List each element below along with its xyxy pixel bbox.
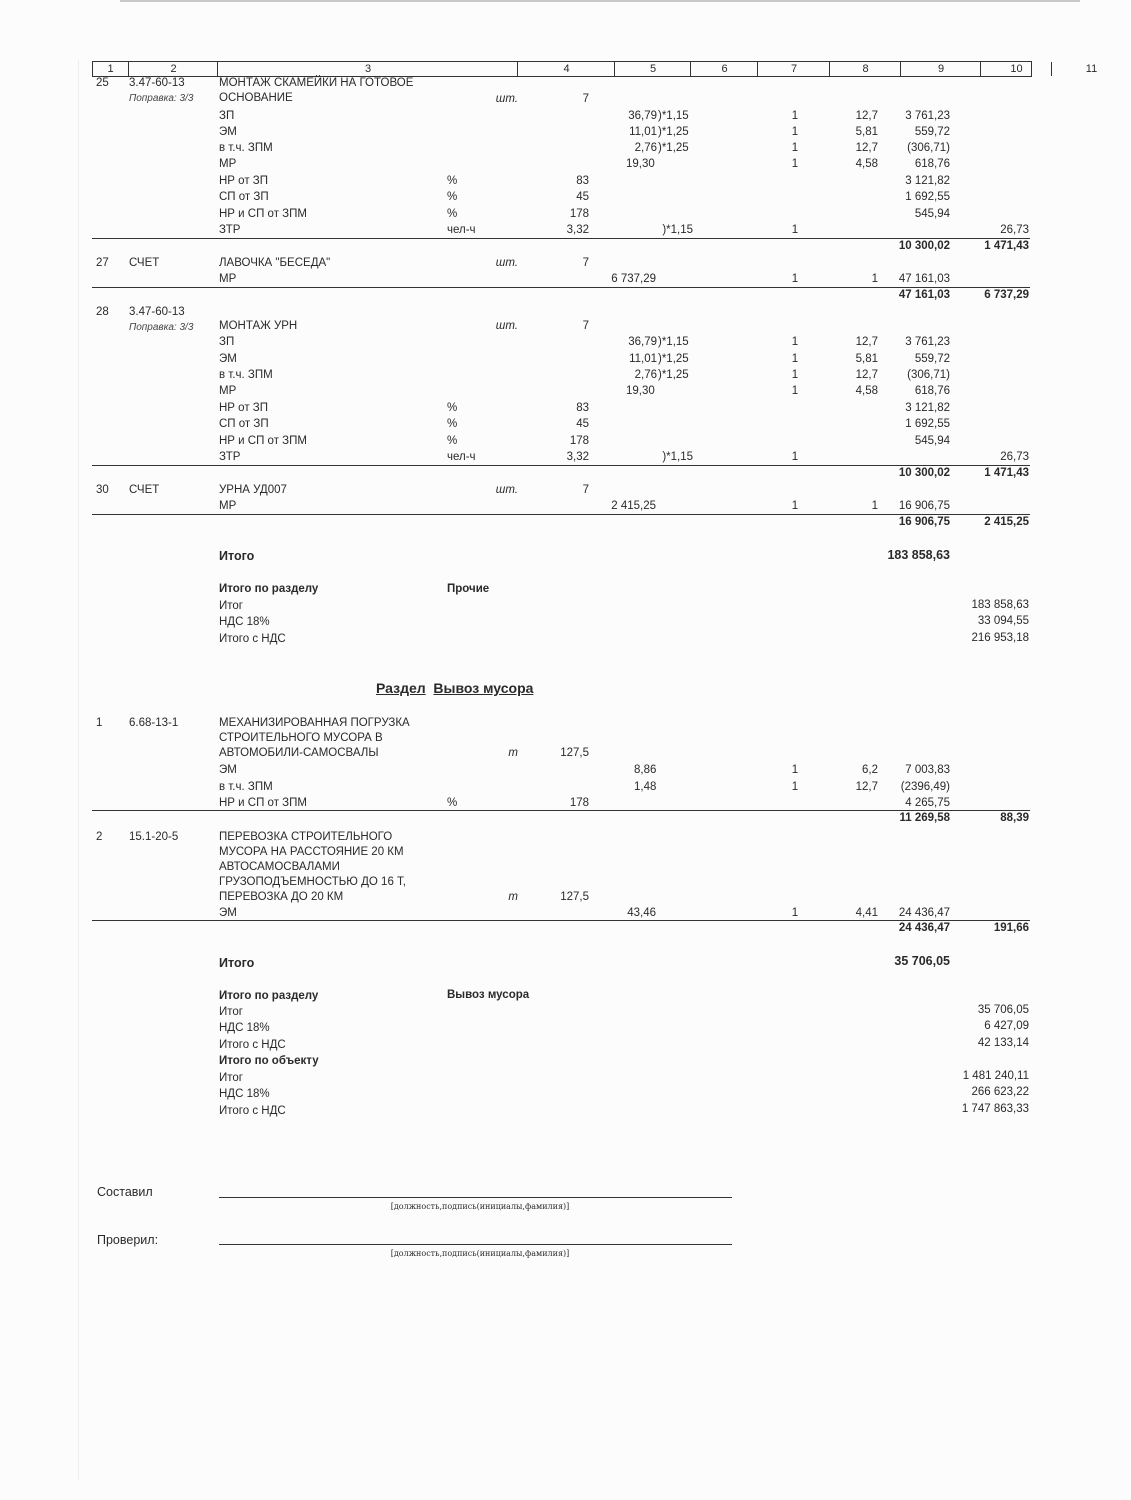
line-unit: % bbox=[447, 191, 458, 203]
base-price: 11,01 bbox=[629, 126, 657, 138]
index: 12,7 bbox=[855, 336, 878, 348]
row-separator bbox=[92, 810, 1030, 811]
line-label: ЭМ bbox=[219, 353, 237, 365]
col8-value: 1 bbox=[791, 158, 799, 170]
row-title: МЕХАНИЗИРОВАННАЯ ПОГРУЗКА bbox=[219, 717, 410, 729]
row-total: 10 300,02 bbox=[898, 240, 950, 252]
line-label: ЗТР bbox=[219, 451, 241, 463]
summary-value: 216 953,18 bbox=[971, 632, 1029, 644]
section-total-name: Прочие bbox=[447, 583, 490, 595]
row-unit: т bbox=[508, 747, 518, 759]
col8-value: 1 bbox=[791, 273, 799, 285]
section-total-label: Итого по разделу bbox=[219, 583, 319, 595]
line-label: в т.ч. ЗПМ bbox=[219, 781, 273, 793]
base-price: 43,46 bbox=[627, 907, 656, 919]
current-price: (306,71) bbox=[907, 369, 950, 381]
col8-value: 1 bbox=[791, 142, 799, 154]
line-unit: % bbox=[447, 418, 458, 430]
labor-cost: 26,73 bbox=[1000, 451, 1029, 463]
row-title: ЛАВОЧКА "БЕСЕДА" bbox=[219, 257, 331, 269]
line-label: МР bbox=[219, 158, 237, 170]
line-unit: чел-ч bbox=[447, 224, 476, 236]
line-unit: % bbox=[447, 208, 458, 220]
line-unit: % bbox=[447, 175, 458, 187]
row-code: 3.47-60-13 bbox=[129, 306, 185, 318]
row-qty: 7 bbox=[582, 320, 589, 332]
summary-value: 266 623,22 bbox=[971, 1086, 1029, 1098]
line-label: ЭМ bbox=[219, 764, 237, 776]
current-price: 3 121,82 bbox=[905, 175, 950, 187]
summary-label: НДС 18% bbox=[219, 1022, 270, 1034]
row-title: УРНА УД007 bbox=[219, 484, 287, 496]
col8-value: 1 bbox=[791, 224, 799, 236]
line-label: в т.ч. ЗПМ bbox=[219, 142, 273, 154]
summary-value: 1 481 240,11 bbox=[962, 1070, 1029, 1082]
row-total-labor: 2 415,25 bbox=[984, 516, 1029, 528]
row-title: МОНТАЖ СКАМЕЙКИ НА ГОТОВОЕ bbox=[219, 77, 414, 89]
total-value: 35 706,05 bbox=[894, 954, 950, 968]
row-separator bbox=[92, 514, 1030, 515]
row-title-cont: ОСНОВАНИЕ bbox=[219, 92, 293, 104]
row-total: 16 906,75 bbox=[898, 516, 950, 528]
current-price: 559,72 bbox=[914, 126, 950, 138]
line-value: 178 bbox=[569, 208, 589, 220]
base-price: 36,79 bbox=[628, 110, 657, 122]
index: 5,81 bbox=[855, 126, 878, 138]
current-price: (306,71) bbox=[907, 142, 950, 154]
base-price: 19,30 bbox=[626, 385, 655, 397]
line-value: 178 bbox=[569, 797, 589, 809]
row-separator bbox=[92, 465, 1030, 466]
row-separator bbox=[92, 287, 1030, 288]
row-title-cont: СТРОИТЕЛЬНОГО МУСОРА В bbox=[219, 732, 383, 744]
row-title: МОНТАЖ УРН bbox=[219, 320, 298, 332]
current-price: 4 265,75 bbox=[905, 797, 950, 809]
row-note: Поправка: 3/3 bbox=[129, 93, 194, 104]
section-heading bbox=[376, 680, 533, 696]
row-number: 27 bbox=[96, 257, 109, 269]
base-price: 2,76 bbox=[634, 142, 657, 154]
row-total: 11 269,58 bbox=[899, 812, 950, 824]
line-unit: % bbox=[447, 797, 458, 809]
current-price: 559,72 bbox=[914, 353, 950, 365]
current-price: 545,94 bbox=[914, 435, 950, 447]
total-label: Итого bbox=[219, 549, 255, 563]
signature-hint: [должность,подпись(инициалы,фамилия)] bbox=[390, 1249, 570, 1258]
col-header-5: 5 bbox=[614, 62, 691, 76]
row-number: 28 bbox=[96, 306, 109, 318]
row-title-cont: МУСОРА НА РАССТОЯНИЕ 20 КМ bbox=[219, 846, 404, 858]
col8-value: 1 bbox=[791, 126, 799, 138]
row-code: СЧЕТ bbox=[129, 257, 160, 269]
index: 6,2 bbox=[862, 764, 878, 776]
index: 5,81 bbox=[855, 353, 878, 365]
line-label: СП от ЗП bbox=[219, 418, 269, 430]
base-price: 36,79 bbox=[628, 336, 657, 348]
index: 4,58 bbox=[855, 385, 878, 397]
section-prefix: Раздел bbox=[376, 680, 426, 696]
current-price: 3 761,23 bbox=[905, 336, 950, 348]
summary-label: Итог bbox=[219, 1072, 243, 1084]
row-title-cont: ГРУЗОПОДЪЕМНОСТЬЮ ДО 16 Т, bbox=[219, 876, 406, 888]
line-unit: % bbox=[447, 435, 458, 447]
col8-value: 1 bbox=[791, 353, 799, 365]
col8-value: 1 bbox=[791, 500, 799, 512]
summary-value: 183 858,63 bbox=[971, 599, 1029, 611]
line-value: 83 bbox=[576, 175, 589, 187]
index: 12,7 bbox=[855, 110, 878, 122]
line-label: ЭМ bbox=[219, 126, 237, 138]
row-total-labor: 88,39 bbox=[1000, 812, 1029, 824]
scan-edge bbox=[78, 60, 79, 1480]
summary-label: НДС 18% bbox=[219, 1088, 270, 1100]
current-price: 3 761,23 bbox=[905, 110, 950, 122]
coefficient: )*1,25 bbox=[658, 369, 689, 381]
col8-value: 1 bbox=[791, 336, 799, 348]
current-price: 618,76 bbox=[914, 385, 950, 397]
current-price: 24 436,47 bbox=[898, 907, 950, 919]
row-qty: 127,5 bbox=[560, 891, 589, 903]
row-note: Поправка: 3/3 bbox=[129, 322, 194, 333]
signature-hint: [должность,подпись(инициалы,фамилия)] bbox=[390, 1202, 570, 1211]
scan-border bbox=[120, 0, 1080, 2]
index: 1 bbox=[871, 273, 878, 285]
section-name: Вывоз мусора bbox=[433, 680, 534, 696]
row-title-cont: АВТОСАМОСВАЛАМИ bbox=[219, 861, 340, 873]
line-label: НР от ЗП bbox=[219, 402, 268, 414]
line-label: СП от ЗП bbox=[219, 191, 269, 203]
index: 12,7 bbox=[855, 142, 878, 154]
col-header-2: 2 bbox=[128, 62, 218, 76]
summary-label: Итого с НДС bbox=[219, 1105, 286, 1117]
row-total: 24 436,47 bbox=[898, 922, 950, 934]
col-header-9: 9 bbox=[900, 62, 981, 76]
coefficient: )*1,15 bbox=[658, 110, 689, 122]
line-label: НР и СП от ЗПМ bbox=[219, 797, 307, 809]
line-label: МР bbox=[219, 385, 237, 397]
summary-value: 33 094,55 bbox=[977, 615, 1029, 627]
col8-value: 1 bbox=[791, 781, 799, 793]
current-price: (2396,49) bbox=[900, 781, 950, 793]
line-label: НР и СП от ЗПМ bbox=[219, 435, 307, 447]
row-total-labor: 1 471,43 bbox=[984, 467, 1029, 479]
row-total-labor: 6 737,29 bbox=[984, 289, 1029, 301]
line-label: ЗП bbox=[219, 110, 235, 122]
line-label: ЗТР bbox=[219, 224, 241, 236]
row-number: 30 bbox=[96, 484, 109, 496]
line-value: 83 bbox=[576, 402, 589, 414]
row-number: 1 bbox=[96, 717, 103, 729]
labor-cost: 26,73 bbox=[1000, 224, 1029, 236]
row-separator bbox=[92, 920, 1030, 921]
row-qty: 7 bbox=[582, 484, 589, 496]
base-price: 11,01 bbox=[629, 353, 657, 365]
base-price: 2 415,25 bbox=[611, 500, 656, 512]
line-label: ЭМ bbox=[219, 907, 237, 919]
row-number: 25 bbox=[96, 77, 109, 89]
index: 4,41 bbox=[855, 907, 878, 919]
line-label: НР от ЗП bbox=[219, 175, 268, 187]
total-value: 183 858,63 bbox=[887, 548, 950, 562]
col-header-7: 7 bbox=[757, 62, 830, 76]
summary-value: 35 706,05 bbox=[977, 1004, 1029, 1016]
summary-label: Итого с НДС bbox=[219, 1039, 286, 1051]
row-unit: шт. bbox=[495, 320, 518, 332]
col-header-11: 11 bbox=[1051, 62, 1131, 76]
line-value: 45 bbox=[576, 418, 589, 430]
row-unit: т bbox=[508, 891, 518, 903]
row-separator bbox=[92, 238, 1030, 239]
current-price: 3 121,82 bbox=[905, 402, 950, 414]
row-qty: 127,5 bbox=[560, 747, 589, 759]
summary-label: Итог bbox=[219, 1006, 243, 1018]
col8-value: 1 bbox=[791, 110, 799, 122]
current-price: 618,76 bbox=[914, 158, 950, 170]
row-title: ПЕРЕВОЗКА СТРОИТЕЛЬНОГО bbox=[219, 831, 393, 843]
summary-label: Итог bbox=[219, 600, 243, 612]
coefficient: )*1,25 bbox=[658, 142, 689, 154]
row-unit: шт. bbox=[495, 93, 518, 105]
checked-by-label: Проверил: bbox=[97, 1233, 159, 1247]
line-value: 45 bbox=[576, 191, 589, 203]
coefficient: )*1,25 bbox=[658, 126, 689, 138]
section-total-label: Итого по разделу bbox=[219, 990, 319, 1002]
line-unit: чел-ч bbox=[447, 451, 476, 463]
row-total-labor: 191,66 bbox=[993, 922, 1029, 934]
summary-label: Итого с НДС bbox=[219, 633, 286, 645]
line-label: в т.ч. ЗПМ bbox=[219, 369, 273, 381]
index: 1 bbox=[871, 500, 878, 512]
coefficient: )*1,25 bbox=[658, 353, 689, 365]
line-label: МР bbox=[219, 273, 237, 285]
summary-label: НДС 18% bbox=[219, 616, 270, 628]
col-header-3: 3 bbox=[217, 62, 518, 76]
col-header-8: 8 bbox=[829, 62, 901, 76]
row-code: 15.1-20-5 bbox=[129, 831, 179, 843]
current-price: 7 003,83 bbox=[905, 764, 950, 776]
current-price: 545,94 bbox=[914, 208, 950, 220]
coefficient: )*1,15 bbox=[658, 336, 689, 348]
col-header-4: 4 bbox=[517, 62, 615, 76]
row-total: 47 161,03 bbox=[898, 289, 950, 301]
row-code: СЧЕТ bbox=[129, 484, 160, 496]
line-label: НР и СП от ЗПМ bbox=[219, 208, 307, 220]
current-price: 47 161,03 bbox=[898, 273, 950, 285]
index: 12,7 bbox=[855, 781, 878, 793]
col8-value: 1 bbox=[791, 451, 799, 463]
row-qty: 7 bbox=[582, 93, 589, 105]
base-price: 6 737,29 bbox=[611, 273, 656, 285]
row-unit: шт. bbox=[495, 484, 518, 496]
line-value: 3,32 bbox=[566, 451, 589, 463]
line-label: МР bbox=[219, 500, 237, 512]
col8-value: 1 bbox=[791, 764, 799, 776]
line-label: ЗП bbox=[219, 336, 235, 348]
row-title-cont: ПЕРЕВОЗКА ДО 20 КМ bbox=[219, 891, 344, 903]
col8-value: 1 bbox=[791, 907, 799, 919]
current-price: 1 692,55 bbox=[905, 418, 950, 430]
compiled-by-label: Составил bbox=[97, 1185, 153, 1199]
base-price: 2,76 bbox=[634, 369, 657, 381]
row-total: 10 300,02 bbox=[898, 467, 950, 479]
line-unit: % bbox=[447, 402, 458, 414]
section-total-name: Вывоз мусора bbox=[447, 989, 530, 1001]
compiled-by-line[interactable] bbox=[219, 1197, 732, 1198]
col8-value: 1 bbox=[791, 385, 799, 397]
row-title-cont: АВТОМОБИЛИ-САМОСВАЛЫ bbox=[219, 747, 379, 759]
summary-value: 6 427,09 bbox=[984, 1020, 1029, 1032]
row-qty: 7 bbox=[582, 257, 589, 269]
col8-value: 1 bbox=[791, 369, 799, 381]
base-price: 1,48 bbox=[634, 781, 657, 793]
coefficient: )*1,15 bbox=[662, 451, 693, 463]
column-header-row bbox=[92, 61, 1098, 77]
line-value: 3,32 bbox=[566, 224, 589, 236]
row-unit: шт. bbox=[495, 257, 518, 269]
index: 4,58 bbox=[855, 158, 878, 170]
row-number: 2 bbox=[96, 831, 103, 843]
row-total-labor: 1 471,43 bbox=[984, 240, 1029, 252]
col-header-1: 1 bbox=[107, 63, 114, 75]
index: 12,7 bbox=[855, 369, 878, 381]
line-value: 178 bbox=[569, 435, 589, 447]
col-header-6: 6 bbox=[690, 62, 758, 76]
col-header-10: 10 bbox=[980, 62, 1052, 76]
coefficient: )*1,15 bbox=[662, 224, 693, 236]
current-price: 16 906,75 bbox=[898, 500, 950, 512]
summary-value: 42 133,14 bbox=[977, 1037, 1029, 1049]
current-price: 1 692,55 bbox=[905, 191, 950, 203]
total-label: Итого bbox=[219, 956, 255, 970]
summary-value: 1 747 863,33 bbox=[961, 1103, 1029, 1115]
checked-by-line[interactable] bbox=[219, 1244, 732, 1245]
base-price: 19,30 bbox=[626, 158, 655, 170]
row-code: 6.68-13-1 bbox=[129, 717, 179, 729]
object-total-label: Итого по объекту bbox=[219, 1055, 319, 1067]
base-price: 8,86 bbox=[634, 764, 657, 776]
row-code: 3.47-60-13 bbox=[129, 77, 185, 89]
